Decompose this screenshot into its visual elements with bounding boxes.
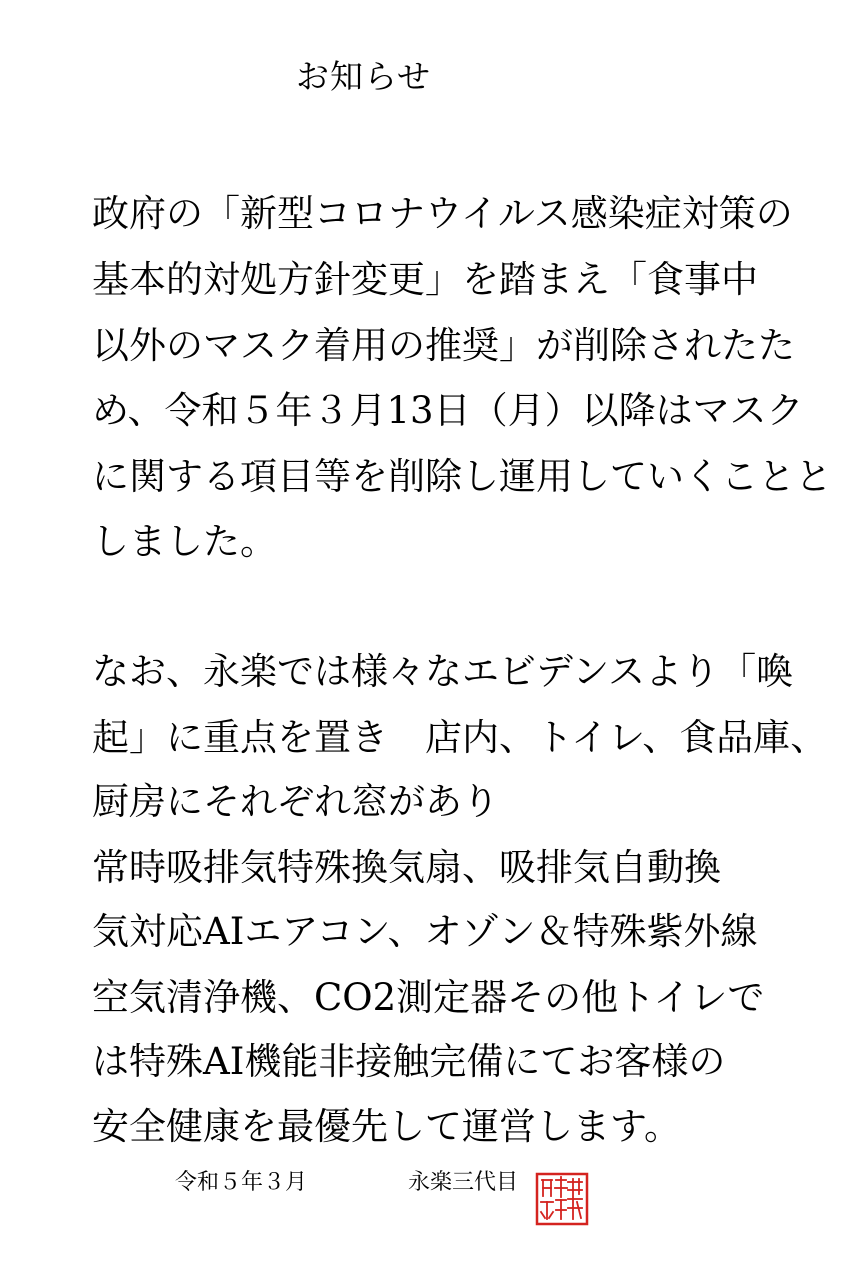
body-line: 起」に重点を置き 店内、トイレ、食品庫、 [92,716,828,759]
body-line: め、令和５年３月13日（月）以降はマスク [92,389,804,432]
body-line: 空気清浄機、CO2測定器その他トイレで [92,976,765,1019]
seal-stamp-icon [535,1172,589,1226]
body-line: なお、永楽では様々なエビデンスより「喚 [92,650,794,693]
body-line: 安全健康を最優先して運営します。 [92,1105,682,1148]
body-line: しました。 [92,520,277,563]
notice-date: 令和５年３月 [175,1170,308,1195]
body-line: に関する項目等を削除し運用していくことと [92,455,832,498]
body-line: 以外のマスク着用の推奨」が削除されたた [92,324,795,367]
body-line: は特殊AI機能非接触完備にてお客様の [92,1040,726,1083]
notice-title: お知らせ [296,57,432,96]
body-line: 政府の「新型コロナウイルス感染症対策の [92,192,793,235]
body-line: 厨房にそれぞれ窓があり [92,780,499,823]
signature: 永楽三代目 [408,1170,519,1195]
body-line: 気対応AIエアコン、オゾン＆特殊紫外線 [92,910,758,953]
body-line: 常時吸排気特殊換気扇、吸排気自動換 [92,846,721,889]
body-line: 基本的対処方針変更」を踏まえ「食事中 [92,258,758,301]
